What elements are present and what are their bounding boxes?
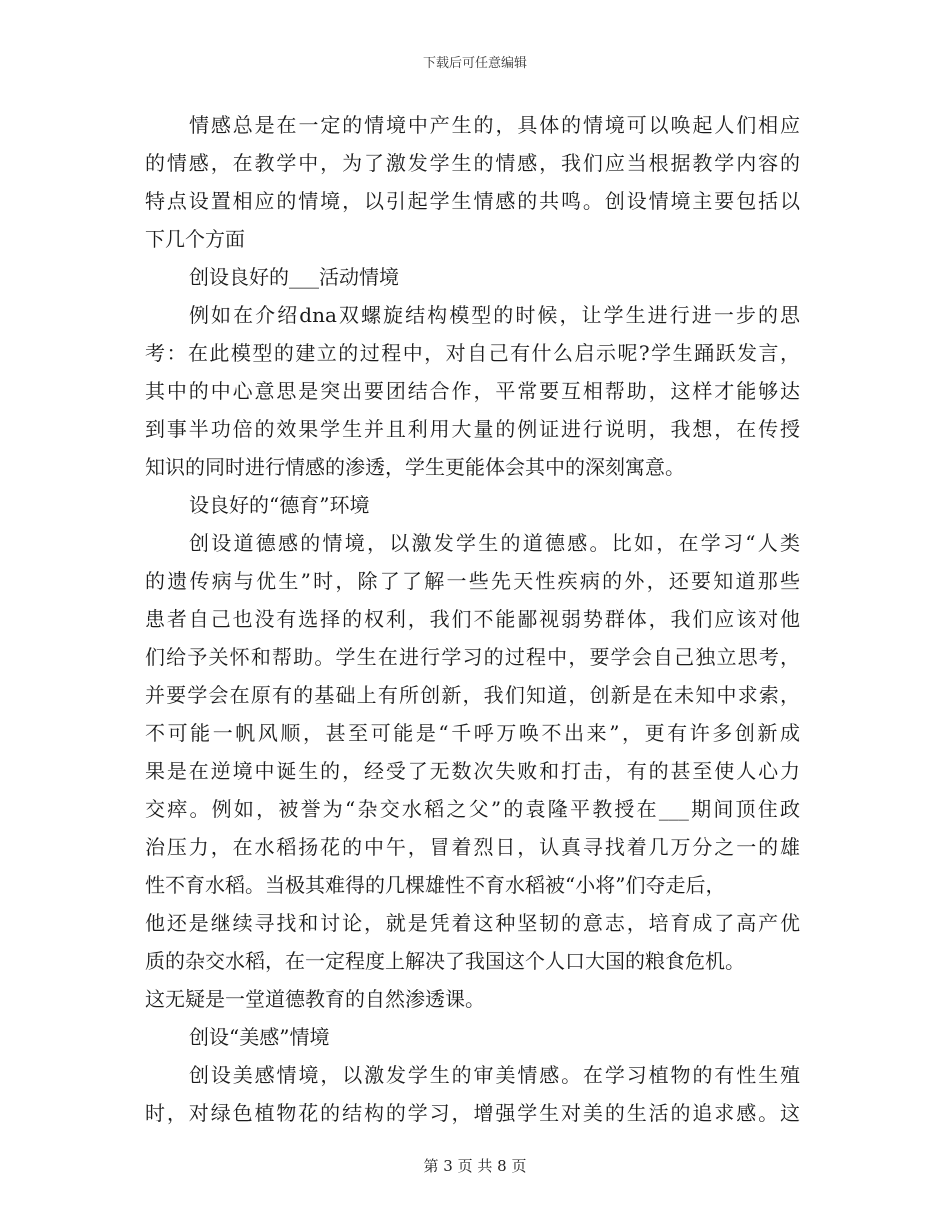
paragraph-line: 不可能一帆风顺，甚至可能是“千呼万唤不出来”，更有许多创新成 xyxy=(145,721,800,745)
paragraph-line: 其中的中心意思是突出要团结合作，平常要互相帮助，这样才能够达 xyxy=(145,379,800,403)
document-body xyxy=(145,106,800,1132)
paragraph-line: 情感总是在一定的情境中产生的，具体的情境可以唤起人们相应 xyxy=(189,113,800,137)
paragraph-line: 的情感，在教学中，为了激发学生的情感，我们应当根据教学内容的 xyxy=(145,151,800,175)
paragraph-line: 时，对绿色植物花的结构的学习，增强学生对美的生活的追求感。这 xyxy=(145,1101,800,1125)
paragraph-line: 果是在逆境中诞生的，经受了无数次失败和打击，有的甚至使人心力 xyxy=(145,759,800,783)
paragraph-line: 他还是继续寻找和讨论，就是凭着这种坚韧的意志，培育成了高产优 xyxy=(145,911,800,935)
section-heading: 创设良好的___活动情境 xyxy=(189,265,399,289)
paragraph-line: 并要学会在原有的基础上有所创新，我们知道，创新是在未知中求索， xyxy=(145,683,800,707)
paragraph-line: 知识的同时进行情感的渗透，学生更能体会其中的深刻寓意。 xyxy=(145,455,685,479)
paragraph-line: 创设道德感的情境，以激发学生的道德感。比如，在学习“人类 xyxy=(189,531,800,555)
paragraph-line: 到事半功倍的效果学生并且利用大量的例证进行说明，我想，在传授 xyxy=(145,417,800,441)
page-header: 下载后可任意编辑 xyxy=(422,56,527,71)
paragraph-line: 这无疑是一堂道德教育的自然渗透课。 xyxy=(145,987,485,1011)
paragraph-line: 特点设置相应的情境，以引起学生情感的共鸣。创设情境主要包括以 xyxy=(145,189,800,213)
paragraph-line: 例如在介绍dna双螺旋结构模型的时候，让学生进行进一步的思 xyxy=(189,303,800,327)
paragraph-line: 交瘁。例如，被誉为“杂交水稻之父”的袁隆平教授在___期间顶住政 xyxy=(145,797,800,821)
paragraph-line: 们给予关怀和帮助。学生在进行学习的过程中，要学会自己独立思考， xyxy=(145,645,800,669)
paragraph-line: 的遗传病与优生”时，除了了解一些先天性疾病的外，还要知道那些 xyxy=(145,569,800,593)
page-footer: 第 3 页 共 8 页 xyxy=(423,1157,527,1175)
paragraph-line: 考：在此模型的建立的过程中，对自己有什么启示呢?学生踊跃发言， xyxy=(145,341,800,365)
section-heading: 创设“美感”情境 xyxy=(189,1025,330,1049)
paragraph-line: 患者自己也没有选择的权利，我们不能鄙视弱势群体，我们应该对他 xyxy=(145,607,800,631)
paragraph-line: 治压力，在水稻扬花的中午，冒着烈日，认真寻找着几万分之一的雄 xyxy=(145,835,800,859)
section-heading: 设良好的“德育”环境 xyxy=(189,493,370,517)
paragraph-line: 下几个方面 xyxy=(145,227,245,251)
paragraph-line: 创设美感情境，以激发学生的审美情感。在学习植物的有性生殖 xyxy=(189,1063,800,1087)
paragraph-line: 性不育水稻。当极其难得的几棵雄性不育水稻被“小将”们夺走后， xyxy=(145,873,726,897)
paragraph-line: 质的杂交水稻，在一定程度上解决了我国这个人口大国的粮食危机。 xyxy=(145,949,745,973)
